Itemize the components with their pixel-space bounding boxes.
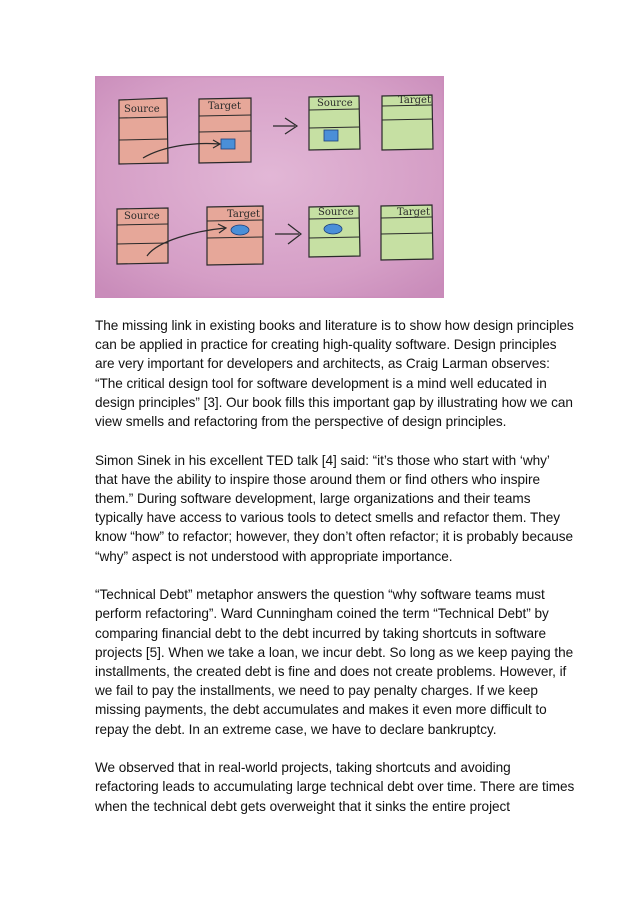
bottom-target-class-box bbox=[207, 206, 263, 265]
paragraph-real-world-projects: We observed that in real-world projects, taking shortcuts and avoiding refactoring leads to accumulating large technical debt over time. There are times when the technical debt gets overweight that it sinks the entire project bbox=[95, 760, 575, 814]
top-target-class-box bbox=[199, 98, 251, 163]
top-source-label: Source bbox=[124, 104, 160, 115]
oval-member-moved-icon bbox=[324, 224, 342, 234]
bottom-result-target-box bbox=[381, 205, 433, 260]
top-result-source-box bbox=[309, 96, 360, 150]
top-source-class-box bbox=[119, 98, 168, 164]
oval-member-icon bbox=[231, 225, 249, 235]
body-text bbox=[95, 316, 575, 835]
bottom-source-label: Source bbox=[124, 211, 160, 222]
bottom-source-class-box bbox=[117, 208, 168, 264]
paragraph-technical-debt: “Technical Debt” metaphor answers the question “why software teams must perform refactoring”. Ward Cunningham coined the term “Technical Debt” by comparing financial debt to the debt incurred by taking shortcuts in software projects [5]. When we take a loan, we incur debt. So long as we keep paying the installments, the created debt is fine and does not create problems. However, if we fail to pay the installments, we need to pay penalty charges. If we keep missing payments, the debt accumulates and makes it even more difficult to repay the debt. In an extreme case, we have to declare bankruptcy. bbox=[95, 587, 574, 737]
bottom-result-target-label: Target bbox=[397, 207, 430, 218]
top-result-source-label: Source bbox=[317, 98, 353, 109]
square-member-moved-icon bbox=[324, 130, 338, 141]
bottom-result-source-label: Source bbox=[318, 207, 354, 218]
refactoring-illustration bbox=[95, 76, 444, 298]
paragraph-design-principles: The missing link in existing books and literature is to show how design principles can be applied in practice for creating high-quality software. Design principles are very important for developers and architects, as Craig Larman observes: “The critical design tool for software development is a mind well educated in design principles” [3]. Our book fills this important gap by illustrating how we can view smells and refactoring from the perspective of design principles. bbox=[95, 318, 574, 430]
top-result-target-box bbox=[382, 95, 433, 150]
paragraph-simon-sinek: Simon Sinek in his excellent TED talk [4] said: “it’s those who start with ‘why’ that have the ability to inspire those around them or find others who inspire them.” During software development, large organizations and their teams typically have access to various tools to detect smells and refactor them. They know “how” to refactor; however, they don’t often refactor; it is probably because “why” aspect is not understood with appropriate importance. bbox=[95, 452, 573, 564]
bottom-result-source-box bbox=[309, 206, 360, 257]
square-member-icon bbox=[221, 139, 235, 149]
bottom-target-label: Target bbox=[227, 209, 260, 220]
top-target-label: Target bbox=[208, 101, 241, 112]
top-result-target-label: Target bbox=[398, 95, 431, 106]
